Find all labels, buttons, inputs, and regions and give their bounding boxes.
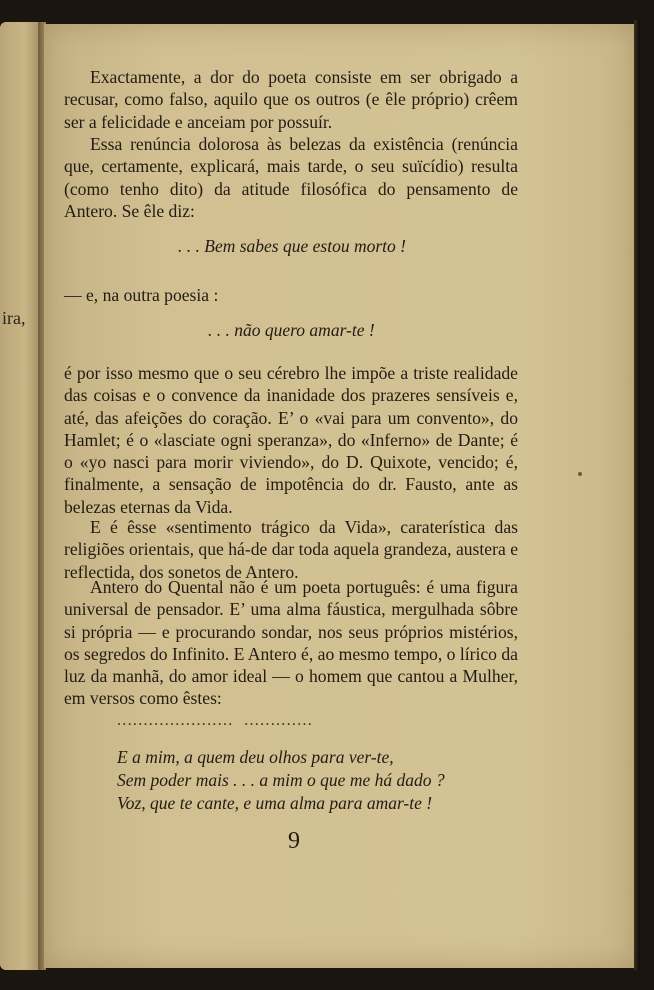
facing-page-text-fragment: ira, — [2, 308, 26, 328]
paragraph-5: Antero do Quental não é um poeta português: é uma figura universal de pensador. E’ uma alma fáustica, mergulhada sôbre si própria — e procurando sondar, nos seus próprios mistérios, os segredos do Infinito. E Antero é, ao mesmo tempo, o lírico da luz da manhã, do amor ideal — o homem que cantou a Mulher, em versos como êstes: — [64, 577, 518, 709]
quote-1: . . . Bem sabes que estou morto ! — [178, 236, 406, 256]
page-number: 9 — [288, 828, 300, 854]
paragraph-3: é por isso mesmo que o seu cérebro lhe impõe a triste realidade das coisas e o convence da inanidade dos prazeres sensíveis e, até, das afeições do coração. E’ o «vai para um convento», do Hamlet; é o «lasciate ogni speranza», do «Inferno» de Dante; é o «yo nasci para morir viviendo», do D. Quixote, vencido; é, finalmente, a sensação de impotência do dr. Fausto, ante as belezas eternas da Vida. — [64, 363, 518, 517]
paragraph-4: E é êsse «sentimento trágico da Vida», caraterística das religiões orientais, que há-de dar toda aquela grandeza, austera e reflectida, dos sonetos de Antero. — [64, 517, 518, 582]
transition-line: — e, na outra poesia : — [64, 285, 219, 305]
paragraph-2: Essa renúncia dolorosa às belezas da existência (renúncia que, certamente, explicará, mais tarde, o seu suïcídio) resulta (como tenho dito) da atitude filosófica do pensamento de Antero. Se êle diz: — [64, 134, 518, 221]
verse-line-2: Sem poder mais . . . a mim o que me há dado ? — [117, 770, 445, 790]
facing-page-edge — [0, 22, 40, 970]
ellipsis-line: ...................... ............. — [117, 712, 314, 729]
page-edge-shadow — [634, 20, 640, 970]
verse-line-1: E a mim, a quem deu olhos para ver-te, — [117, 747, 394, 767]
paper-spot — [578, 472, 582, 476]
quote-2: . . . não quero amar-te ! — [208, 320, 375, 340]
verse-line-3: Voz, que te cante, e uma alma para amar-te ! — [117, 793, 433, 813]
paragraph-1: Exactamente, a dor do poeta consiste em ser obrigado a recusar, como falso, aquilo que os outros (e êle próprio) crêem ser a felicidade e anceiam por possuír. — [64, 67, 518, 132]
